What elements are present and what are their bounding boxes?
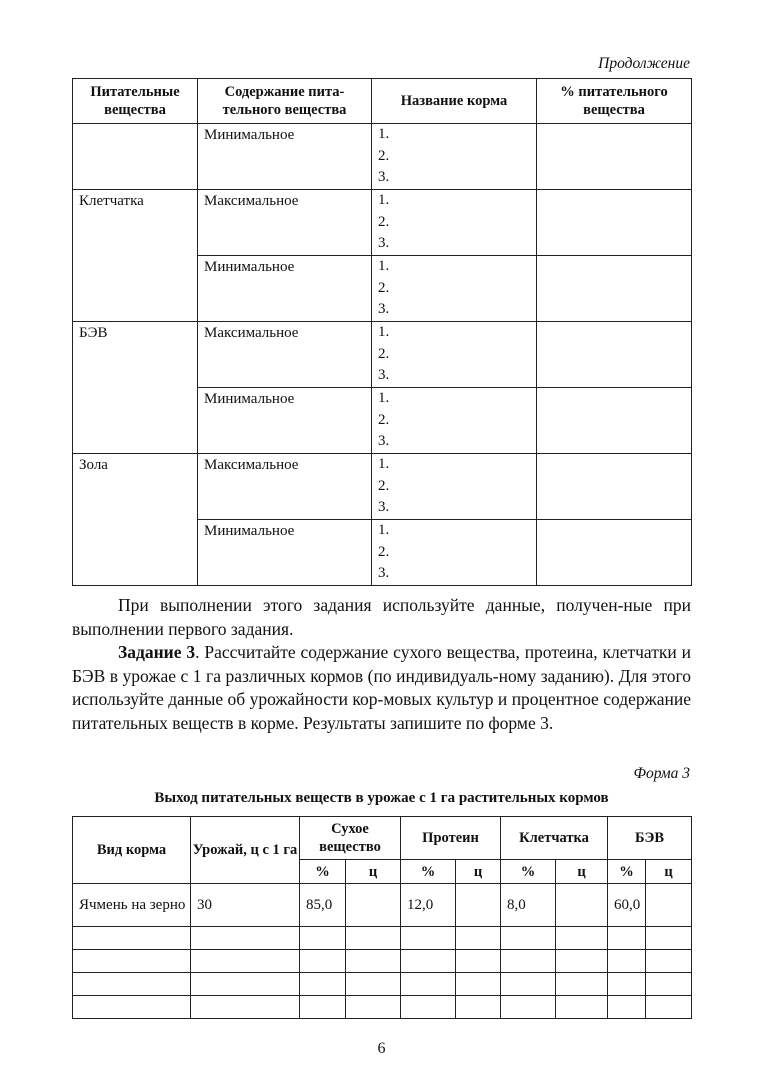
header-feed-name: Название корма (372, 79, 537, 124)
level-cell: Минимальное (198, 256, 372, 322)
level-cell: Минимальное (198, 520, 372, 586)
header-content: Содержание пита- тельного вещества (198, 79, 372, 124)
form3-label: Форма 3 (633, 765, 690, 782)
subheader-c: ц (456, 860, 501, 884)
level-cell: Максимальное (198, 190, 372, 256)
table-row (73, 973, 692, 996)
subheader-pct: % (501, 860, 556, 884)
table-row (73, 454, 692, 520)
paragraph-task3 (72, 641, 691, 735)
fiber-pct-cell: 8,0 (501, 884, 556, 927)
header-percent: % питательного вещества (537, 79, 692, 124)
feed-names-cell: 1. 2. 3. (372, 520, 537, 586)
header-dry-matter: Сухое вещество (300, 817, 401, 860)
percent-cell (537, 454, 692, 520)
table-row (73, 322, 692, 388)
subheader-pct: % (300, 860, 346, 884)
protein-c-cell (456, 884, 501, 927)
subheader-c: ц (556, 860, 608, 884)
nutrient-yield-table (72, 816, 692, 1019)
header-protein: Протеин (401, 817, 501, 860)
subheader-pct: % (608, 860, 646, 884)
fiber-c-cell (556, 884, 608, 927)
table3-header-row (73, 817, 692, 860)
table-row (73, 927, 692, 950)
protein-pct-cell: 12,0 (401, 884, 456, 927)
table-row (73, 884, 692, 927)
header-bev: БЭВ (608, 817, 692, 860)
subheader-c: ц (646, 860, 692, 884)
header-nutrients: Питательные вещества (73, 79, 198, 124)
percent-cell (537, 388, 692, 454)
crop-cell: Ячмень на зерно (73, 884, 191, 927)
feed-names-cell: 1. 2. 3. (372, 388, 537, 454)
feed-names-cell: 1. 2. 3. (372, 256, 537, 322)
feed-names-cell: 1. 2. 3. (372, 322, 537, 388)
table1-header-row (73, 79, 692, 124)
percent-cell (537, 520, 692, 586)
nutrient-cell (73, 124, 198, 190)
dry-pct-cell: 85,0 (300, 884, 346, 927)
nutrient-cell: БЭВ (73, 322, 198, 454)
header-fiber: Клетчатка (501, 817, 608, 860)
header-crop: Вид корма (73, 817, 191, 884)
paragraph-instructions: При выполнении этого задания используйте данные, получен-ные при выполнении первого задания. (72, 595, 691, 639)
feed-names-cell: 1. 2. 3. (372, 454, 537, 520)
subheader-pct: % (401, 860, 456, 884)
table-row (73, 996, 692, 1019)
percent-cell (537, 124, 692, 190)
subheader-c: ц (346, 860, 401, 884)
percent-cell (537, 190, 692, 256)
level-cell: Максимальное (198, 454, 372, 520)
dry-c-cell (346, 884, 401, 927)
percent-cell (537, 256, 692, 322)
header-yield: Урожай, ц с 1 га (191, 817, 300, 884)
nutrient-cell: Клетчатка (73, 190, 198, 322)
nutrient-cell: Зола (73, 454, 198, 586)
bev-pct-cell: 60,0 (608, 884, 646, 927)
task3-text: . Рассчитайте содержание сухого вещества, протеина, клетчатки и БЭВ в урожае с 1 га различных кормов (по индивидуаль-ному заданию). Для этого используйте данные об урожайности кор-мовых культур и процентное содержание питательных веществ в корме. Результаты запишите по форме 3. (72, 642, 691, 733)
table-row (73, 190, 692, 256)
level-cell: Минимальное (198, 124, 372, 190)
feed-names-cell: 1. 2. 3. (372, 124, 537, 190)
task3-label: Задание 3 (118, 642, 196, 662)
page-number: 6 (377, 1040, 386, 1057)
percent-cell (537, 322, 692, 388)
nutrient-content-table (72, 78, 692, 586)
level-cell: Максимальное (198, 322, 372, 388)
table-row (73, 950, 692, 973)
yield-cell: 30 (191, 884, 300, 927)
table-row (73, 124, 692, 190)
form3-title: Выход питательных веществ в урожае с 1 га растительных кормов (154, 790, 609, 806)
level-cell: Минимальное (198, 388, 372, 454)
continuation-label: Продолжение (598, 55, 690, 72)
bev-c-cell (646, 884, 692, 927)
feed-names-cell: 1. 2. 3. (372, 190, 537, 256)
